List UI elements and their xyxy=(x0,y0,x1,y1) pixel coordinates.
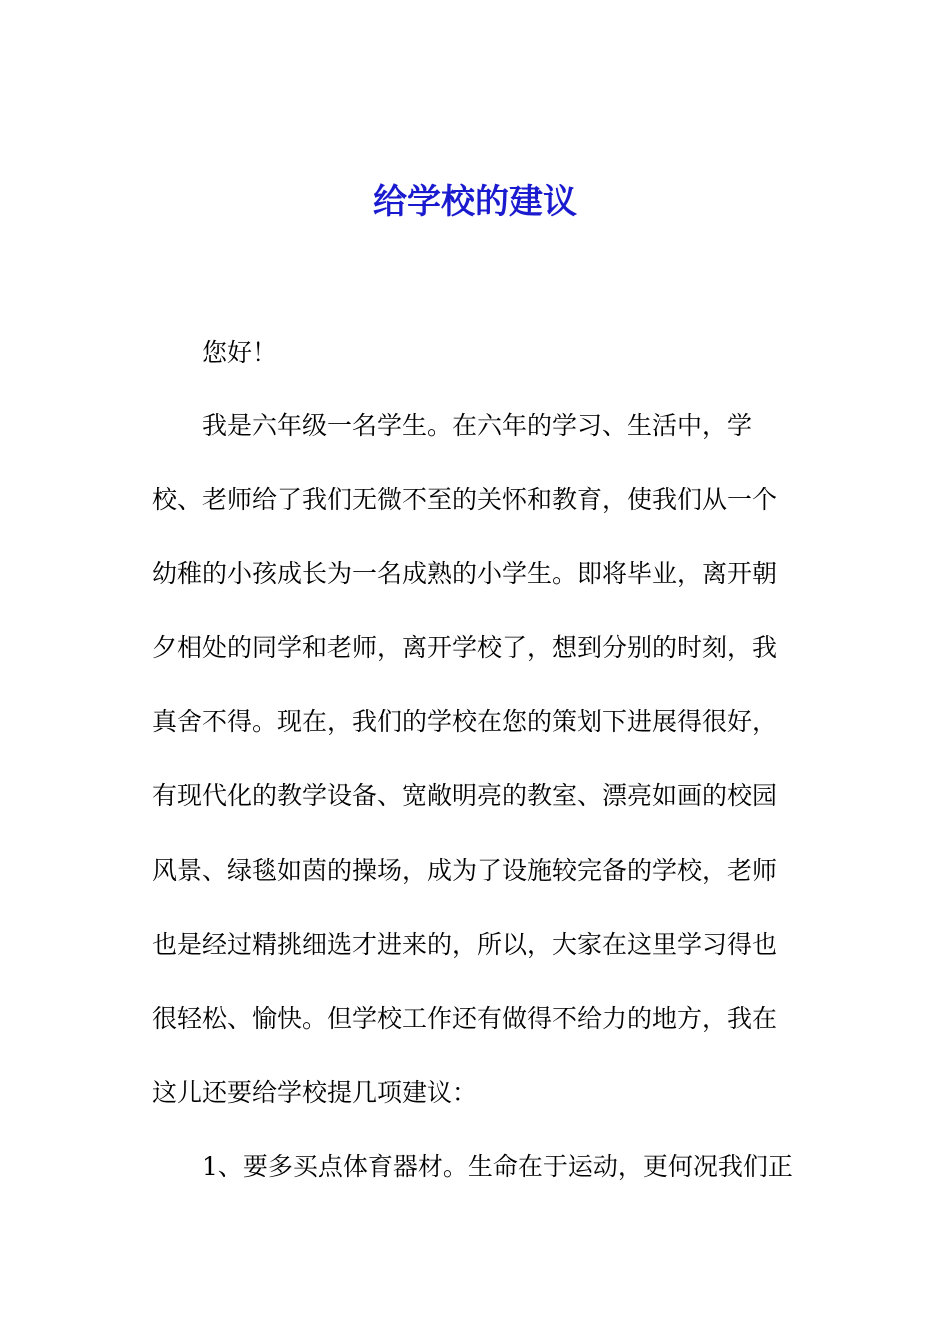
body-line-3: 幼稚的小孩成长为一名成熟的小学生。即将毕业，离开朝 xyxy=(152,559,778,588)
body-line-2: 校、老师给了我们无微不至的关怀和教育，使我们从一个 xyxy=(152,485,778,514)
body-line-1: 我是六年级一名学生。在六年的学习、生活中，学 xyxy=(202,411,753,440)
body-line-9: 很轻松、愉快。但学校工作还有做得不给力的地方，我在 xyxy=(152,1004,778,1033)
body-line-7: 风景、绿毯如茵的操场，成为了设施较完备的学校，老师 xyxy=(152,856,778,885)
greeting-line: 您好！ xyxy=(202,338,278,367)
body-line-10: 这儿还要给学校提几项建议： xyxy=(152,1078,478,1107)
body-line-6: 有现代化的教学设备、宽敞明亮的教室、漂亮如画的校园 xyxy=(152,781,778,810)
suggestion-item-1: 1、要多买点体育器材。生命在于运动，更何况我们正 xyxy=(202,1152,793,1181)
letter-body xyxy=(152,0,802,1344)
body-line-4: 夕相处的同学和老师，离开学校了，想到分别的时刻，我 xyxy=(152,633,778,662)
page-title: 给学校的建议 xyxy=(373,182,577,222)
body-line-5: 真舍不得。现在，我们的学校在您的策划下进展得很好， xyxy=(152,707,778,736)
body-line-8: 也是经过精挑细选才进来的，所以，大家在这里学习得也 xyxy=(152,930,778,959)
